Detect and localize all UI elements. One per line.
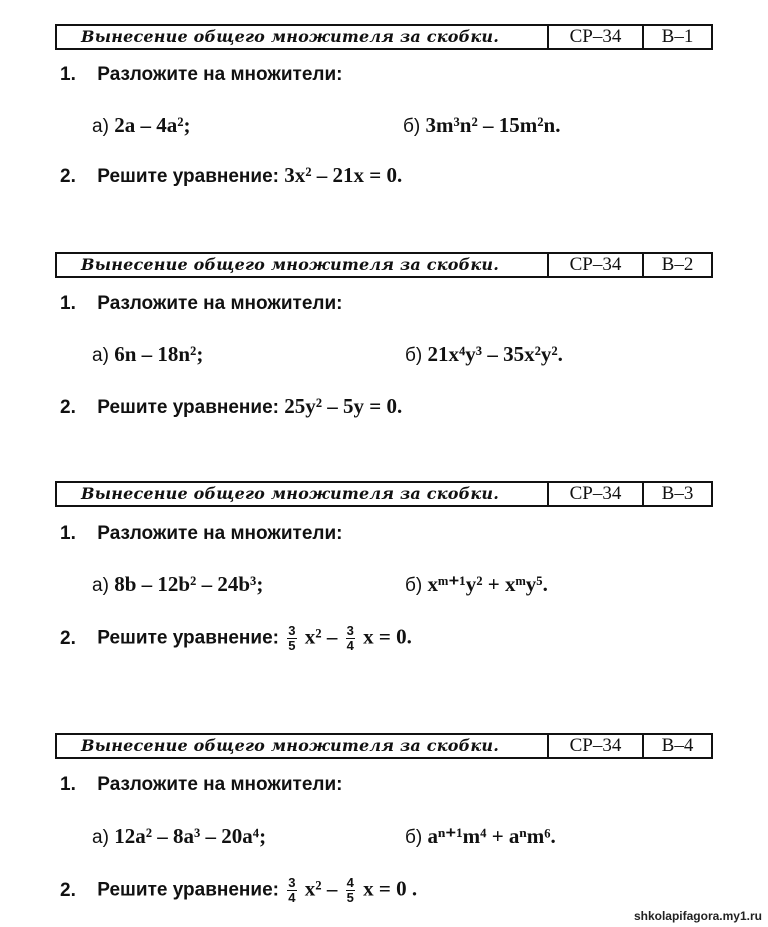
part-label: а) — [92, 116, 109, 137]
task-2 — [60, 163, 402, 188]
task-number: 2. — [60, 166, 76, 187]
task-text: Разложите на множители: — [97, 293, 343, 314]
part-a — [92, 342, 203, 367]
header-code: СР–34 — [549, 735, 644, 757]
header-variant: В–4 — [661, 735, 694, 756]
task-text: Разложите на множители: — [97, 64, 343, 85]
task-number: 2. — [60, 397, 76, 418]
equation: 3x² – 21x = 0. — [284, 163, 403, 187]
fraction-numerator: 4 — [346, 875, 354, 890]
task-2 — [60, 624, 412, 653]
header-code: СР–34 — [549, 26, 644, 48]
part-b — [405, 824, 556, 849]
fraction — [287, 876, 296, 905]
task-text: Разложите на множители: — [97, 523, 343, 544]
fraction — [346, 624, 355, 653]
task-number: 1. — [60, 774, 76, 795]
variant-header — [55, 481, 713, 507]
task-2 — [60, 876, 417, 905]
header-title: Вынесение общего множителя за скобки. — [57, 483, 549, 505]
header-code: СР–34 — [549, 254, 644, 276]
task-number: 1. — [60, 523, 76, 544]
watermark: shkolapifagora.my1.ru — [633, 909, 762, 923]
part-a — [92, 824, 266, 849]
fraction-numerator: 3 — [288, 875, 296, 890]
header-code: СР–34 — [549, 483, 644, 505]
part-expression: 3m³n² – 15m²n. — [425, 113, 561, 137]
part-b — [405, 572, 548, 597]
fraction-numerator: 3 — [288, 623, 296, 638]
variant-header — [55, 252, 713, 278]
task-text: Решите уравнение: — [97, 627, 279, 649]
part-label: а) — [92, 575, 109, 596]
task-1 — [60, 774, 342, 796]
part-label: б) — [403, 116, 421, 137]
task-2 — [60, 394, 402, 419]
header-title: Вынесение общего множителя за скобки. — [57, 26, 549, 48]
task-text: Разложите на множители: — [97, 774, 343, 795]
part-label: б) — [405, 575, 423, 596]
part-a — [92, 113, 190, 138]
fraction — [287, 624, 296, 653]
header-title: Вынесение общего множителя за скобки. — [57, 254, 549, 276]
part-expression: 2a – 4a²; — [114, 113, 191, 137]
equation-end: x = 0 . — [363, 876, 418, 901]
fraction — [346, 876, 355, 905]
task-1 — [60, 64, 342, 86]
part-expression: 6n – 18n²; — [114, 342, 204, 366]
part-b — [405, 342, 563, 367]
fraction-denominator: 4 — [346, 638, 354, 653]
header-title: Вынесение общего множителя за скобки. — [57, 735, 549, 757]
task-text: Решите уравнение: — [97, 166, 279, 187]
variant-header — [55, 24, 713, 50]
task-text: Решите уравнение: — [97, 879, 279, 901]
task-1 — [60, 293, 342, 315]
task-1 — [60, 523, 342, 545]
part-label: а) — [92, 345, 109, 366]
part-b — [403, 113, 560, 138]
task-text: Решите уравнение: — [97, 397, 279, 418]
part-expression: 21x⁴y³ – 35x²y². — [427, 342, 563, 366]
part-label: б) — [405, 827, 423, 848]
part-label: б) — [405, 345, 423, 366]
task-number: 2. — [60, 879, 76, 901]
task-number: 2. — [60, 627, 76, 649]
part-label: а) — [92, 827, 109, 848]
fraction-denominator: 5 — [346, 890, 354, 905]
fraction-denominator: 4 — [288, 890, 296, 905]
fraction-numerator: 3 — [346, 623, 354, 638]
equation-end: x = 0. — [363, 624, 412, 649]
equation: 25y² – 5y = 0. — [284, 394, 403, 418]
equation-middle: x² – — [304, 624, 338, 649]
variant-header — [55, 733, 713, 759]
header-variant: В–3 — [661, 483, 694, 504]
task-number: 1. — [60, 293, 76, 314]
part-expression: xᵐ⁺¹y² + xᵐy⁵. — [427, 572, 548, 596]
part-a — [92, 572, 263, 597]
equation-middle: x² – — [304, 876, 338, 901]
part-expression: aⁿ⁺¹m⁴ + aⁿm⁶. — [427, 824, 556, 848]
header-variant: В–1 — [661, 26, 694, 47]
part-expression: 12a² – 8a³ – 20a⁴; — [114, 824, 267, 848]
part-expression: 8b – 12b² – 24b³; — [114, 572, 264, 596]
header-variant: В–2 — [661, 254, 694, 275]
task-number: 1. — [60, 64, 76, 85]
fraction-denominator: 5 — [288, 638, 296, 653]
